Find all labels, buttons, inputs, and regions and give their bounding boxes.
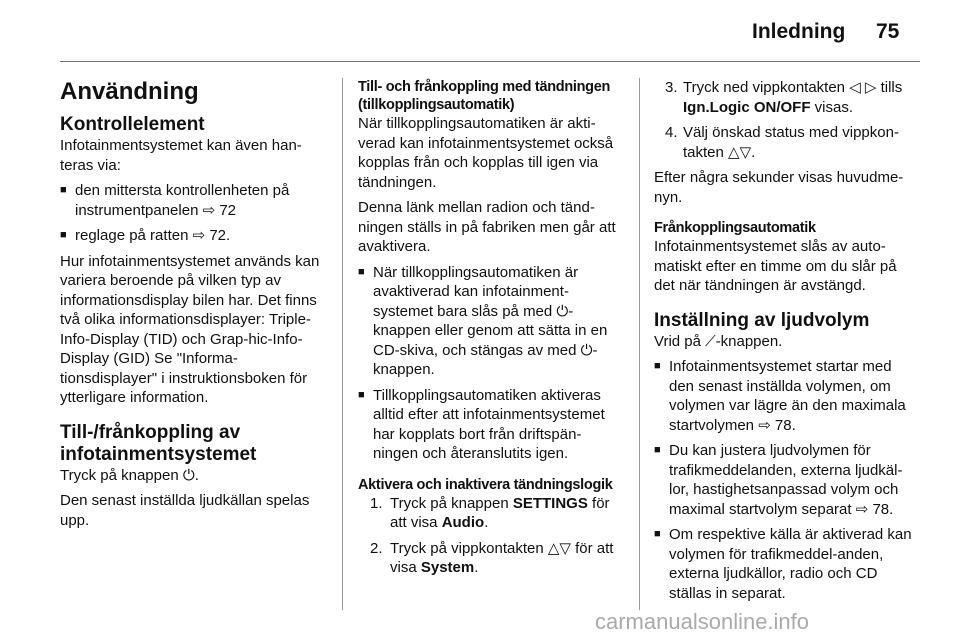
step-text: Tryck på knappen <box>390 494 513 512</box>
column-2 <box>358 78 624 584</box>
numbered-step <box>654 123 920 162</box>
paragraph: Infotainmentsystemet slås av auto-matiskt efter en timme om du slår på det när tändningen är avstängd. <box>654 238 897 294</box>
paragraph: Vrid på ⟋-knappen. <box>654 332 783 350</box>
bullet-item: ■ Om respektive källa är aktiverad kan volymen för trafikmeddel-anden, externa ljudkällor, radio och CD ställas in separat. <box>654 525 920 603</box>
page-number: 75 <box>876 20 900 43</box>
paragraph: Den senast inställda ljudkällan spelas upp. <box>60 492 310 529</box>
step-text: för att visa <box>390 494 610 531</box>
step-text: . <box>474 559 479 576</box>
numbered-step <box>654 78 920 117</box>
step-text: Tryck på vippkontakten △▽ för att visa <box>390 539 614 576</box>
watermark: carmanualsonline.info <box>595 609 810 634</box>
bullet-item: ■ Du kan justera ljudvolymen för trafikmeddelanden, externa ljudkäl-lor, hastighetsanpassad volym och maximal startvolym separat ⇨ 78. <box>654 441 920 519</box>
numbered-step <box>358 539 624 578</box>
page-header-title: Inledning <box>752 20 846 43</box>
menu-label-ign-logic: Ign.Logic ON/OFF <box>683 98 811 116</box>
column-1 <box>60 78 326 536</box>
bullet-item: ■ Tillkopplingsautomatiken aktiveras alltid efter att infotainmentsystemet har kopplats bort från driftspän-ningen och återanslutits igen. <box>358 386 624 464</box>
heading-aktivera-inaktivera: Aktivera och inaktivera tändningslogik <box>358 476 613 493</box>
step-number: 2. <box>370 539 383 557</box>
column-divider-1 <box>342 78 343 610</box>
heading-tillkopplingsautomatik: Till- och frånkoppling med tändningen (tillkopplingsautomatik) <box>358 79 611 113</box>
paragraph: Tryck på knappen ⏻. <box>60 466 199 484</box>
heading-ljudvolym: Inställning av ljudvolym <box>654 309 870 331</box>
step-text: Välj önskad status med vippkon-takten △▽. <box>683 124 899 161</box>
menu-label-audio: Audio <box>441 514 485 531</box>
paragraph: Denna länk mellan radion och tänd-ningen ställs in på fabriken men går att avaktivera. <box>358 199 616 255</box>
heading-frankopplingsautomatik: Frånkopplingsautomatik <box>654 220 816 236</box>
numbered-step <box>358 494 624 533</box>
step-text: visas. <box>810 98 854 116</box>
step-number: 1. <box>370 494 383 512</box>
menu-label-system: System <box>420 559 475 576</box>
bullet-item: ■ När tillkopplingsautomatiken är avaktiverad kan infotainment-systemet bara slås på med ⏻-knappen eller genom att sätta in en CD-skiva, och stängas av med ⏻-knappen. <box>358 263 624 380</box>
section-title-anvandning: Användning <box>60 78 199 105</box>
paragraph: Hur infotainmentsystemet används kan variera beroende på vilken typ av informationsdisplay bilen har. Det finns två olika informationsdisplayer: Triple-Info-Display (TID) och Grap-hic-Info-Display (GID) Se "Informa-tionsdisplayer" i instruktionsboken för ytterligare information. <box>60 252 320 406</box>
paragraph: Efter några sekunder visas huvudme-nyn. <box>654 169 904 206</box>
paragraph: När tillkopplingsautomatiken är akti-verad kan infotainmentsystemet också kopplas från och kopplas till igen via tändningen. <box>358 115 614 191</box>
step-number: 3. <box>665 79 678 96</box>
column-3 <box>654 78 920 609</box>
column-divider-2 <box>639 78 640 610</box>
step-text: Tryck ned vippkontakten ◁ ▷ tills <box>683 79 903 96</box>
bullet-item: ■ reglage på ratten ⇨ 72. <box>60 226 326 246</box>
bullet-item: ■ den mittersta kontrollenheten på instrumentpanelen ⇨ 72 <box>60 181 326 220</box>
heading-kontrollelement: Kontrollelement <box>60 114 205 135</box>
header-divider <box>60 61 920 62</box>
heading-till-frankoppling: Till-/frånkoppling av infotainmentsystemet <box>60 421 257 465</box>
paragraph: Infotainmentsystemet kan även han-teras via: <box>60 137 302 174</box>
step-number: 4. <box>665 124 678 141</box>
step-text: . <box>484 514 489 531</box>
bullet-item: ■ Infotainmentsystemet startar med den senast inställda volymen, om volymen var lägre än den maximala startvolymen ⇨ 78. <box>654 357 920 435</box>
button-label-settings: SETTINGS <box>512 494 588 512</box>
